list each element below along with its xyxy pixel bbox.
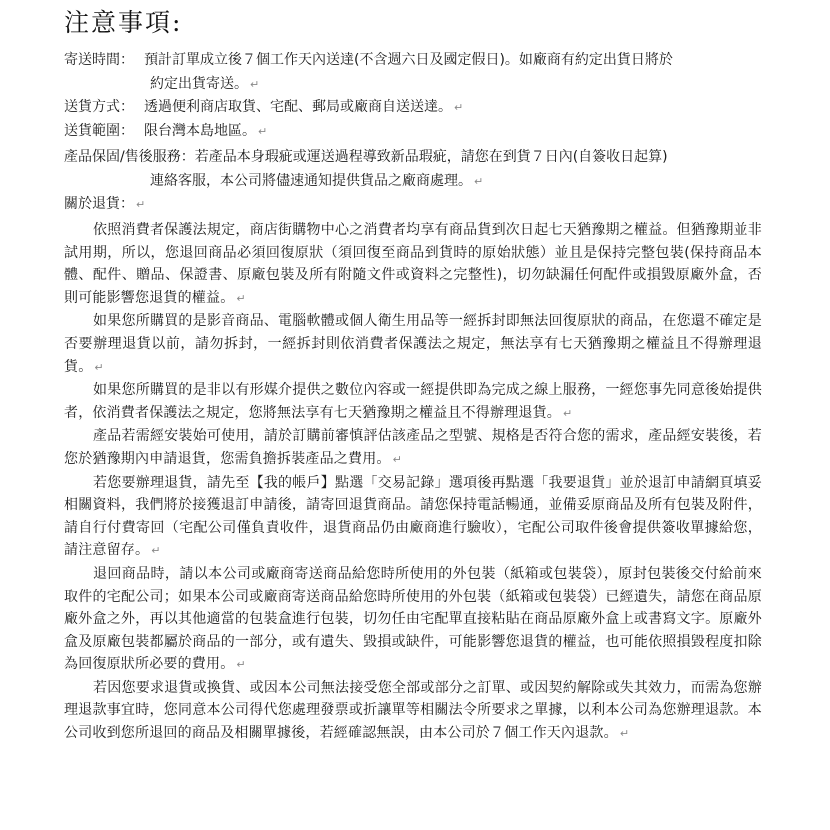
paragraph-mark-icon: ↵: [392, 452, 403, 466]
shipping-method-label: 送貨方式：: [64, 99, 134, 115]
shipping-range-value: 限台灣本島地區。: [144, 123, 256, 139]
warranty-label: 產品保固/售後服務：: [64, 149, 195, 165]
returns-paragraph: 產品若需經安裝始可使用，請於訂購前審慎評估該產品之型號、規格是否符合您的需求，產品經安裝後，若您於猶豫期內申請退貨，您需負擔拆裝產品之費用。 ↵: [64, 428, 762, 467]
shipping-range-label: 送貨範圍：: [64, 123, 134, 139]
shipping-time-continuation: [150, 74, 259, 95]
paragraph-mark-icon: ↵: [236, 658, 246, 672]
warranty-continuation: [150, 171, 483, 192]
shipping-method-value: 透過便利商店取貨、宅配、郵局或廠商自送送達。: [144, 99, 452, 115]
returns-paragraph: 若您要辦理退貨，請先至【我的帳戶】點選「交易記錄」選項後再點選「我要退貨」並於退訂申請網頁填妥相關資料，我們將於接獲退訂申請後，請寄回退貨商品。請您保持電話暢通，並備妥原商品及所有包裝及附件，請自行付費寄回（宅配公司僅負責收件，退貨商品仍由廠商進行驗收），宅配公司取件後會提供簽收單據給您，請注意留存。 ↵: [64, 474, 762, 559]
paragraph-mark-icon: ↵: [258, 125, 268, 138]
shipping-method-row: [64, 97, 463, 118]
warranty-row: [64, 147, 668, 167]
paragraph-mark-icon: ↵: [236, 291, 246, 305]
page-title: 注意事項:: [64, 8, 183, 37]
shipping-range-row: [64, 121, 267, 142]
paragraph-mark-icon: ↵: [250, 78, 260, 91]
returns-paragraph: 如果您所購買的是非以有形媒介提供之數位內容或一經提供即為完成之線上服務，一經您事先同意後始提供者，依消費者保護法之規定，您將無法享有七天猶豫期之權益且不得辦理退貨。 ↵: [64, 382, 762, 421]
warranty-value-cont: 連絡客服，本公司將儘速通知提供貨品之廠商處理。: [150, 173, 472, 189]
returns-policy-body: [64, 219, 762, 746]
warranty-value: 若產品本身瑕疵或運送過程導致新品瑕疵，請您在到貨７日內(自簽收日起算): [194, 149, 668, 165]
returns-paragraph: 如果您所購買的是影音商品、電腦軟體或個人衛生用品等一經拆封即無法回復原狀的商品，在您還不確定是否要辦理退貨以前，請勿拆封，一經拆封則依消費者保護法之規定，無法享有七天猶豫期之權益且不得辦理退貨。 ↵: [64, 313, 762, 375]
paragraph-mark-icon: ↵: [136, 198, 146, 211]
paragraph-mark-icon: ↵: [94, 360, 104, 374]
returns-paragraph: 依照消費者保護法規定，商店街購物中心之消費者均享有商品貨到次日起七天猶豫期之權益。但猶豫期並非試用期，所以，您退回商品必須回復原狀（須回復至商品到貨時的原始狀態）並且是保持完整包裝(保持商品本體、配件、贈品、保證書、原廠包裝及所有附隨文件或資料之完整性)，切勿缺漏任何配件或損毀原廠外盒，否則可能影響您退貨的權益。 ↵: [64, 222, 762, 306]
returns-paragraph: 若因您要求退貨或換貨、或因本公司無法接受您全部或部分之訂單、或因契約解除或失其效力，而需為您辦理退款事宜時，您同意本公司得代您處理發票或折讓單等相關法令所要求之單據，以利本公司為您辦理退款。本公司收到您所退回的商品及相關單據後，若經確認無誤，由本公司於７個工作天內退款。 ↵: [64, 679, 762, 742]
returns-heading: 關於退貨：: [64, 196, 134, 212]
returns-heading-row: [64, 194, 145, 215]
shipping-time-value-cont: 約定出貨寄送。: [150, 76, 248, 92]
paragraph-mark-icon: ↵: [563, 406, 573, 420]
paragraph-mark-icon: ↵: [619, 727, 630, 741]
shipping-time-label: 寄送時間：: [64, 52, 134, 68]
shipping-time-value: 預計訂單成立後７個工作天內送達(不含週六日及國定假日)。如廠商有約定出貨日將於: [144, 52, 673, 68]
paragraph-mark-icon: ↵: [474, 175, 484, 188]
returns-paragraph: 退回商品時，請以本公司或廠商寄送商品給您時所使用的外包裝（紙箱或包裝袋），原封包裝後交付給前來取件的宅配公司；如果本公司或廠商寄送商品給您時所使用的外包裝（紙箱或包裝袋）已經遺失，請您在商品原廠外盒之外，再以其他適當的包裝盒進行包裝，切勿任由宅配單直接粘貼在商品原廠外盒上或書寫文字。原廠外盒及原廠包裝都屬於商品的一部分，或有遺失、毀損或缺件，可能影響您退貨的權益，也可能依照損毀程度扣除為回復原狀所必要的費用。 ↵: [64, 565, 762, 673]
paragraph-mark-icon: ↵: [454, 101, 464, 114]
shipping-time-row: [64, 50, 673, 70]
paragraph-mark-icon: ↵: [151, 544, 161, 558]
